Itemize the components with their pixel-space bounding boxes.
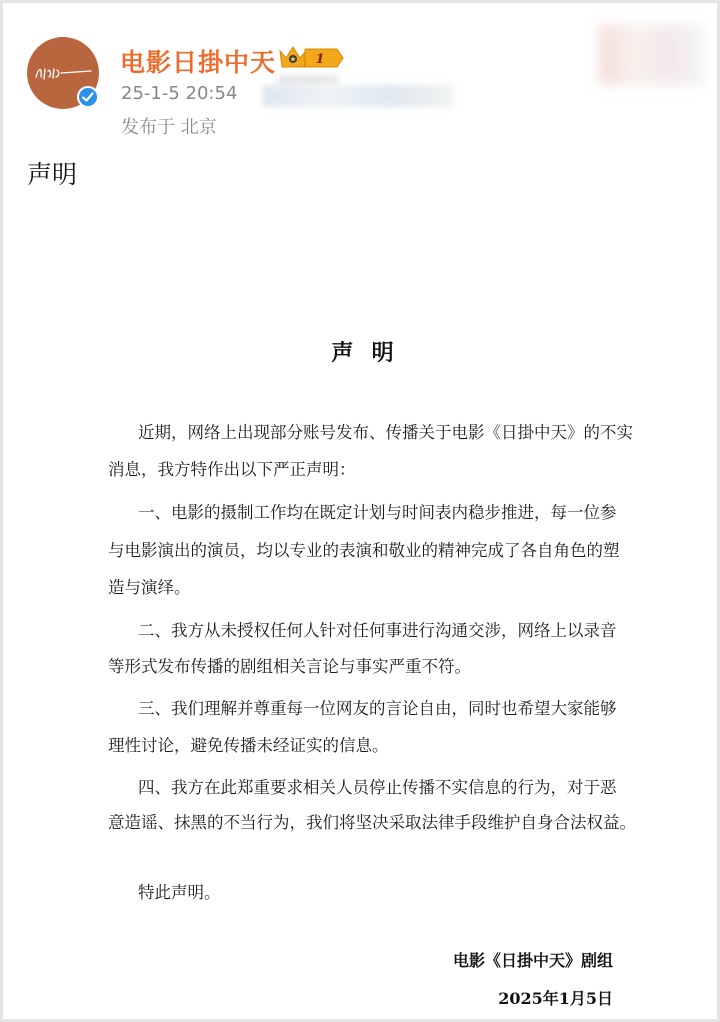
statement-line: 造与演绎。	[108, 578, 191, 597]
statement-line: 二、我方从未授权任何人针对任何事进行沟通交涉，网络上以录音	[138, 621, 617, 640]
statement-line: 近期，网络上出现部分账号发布、传播关于电影《日掛中天》的不实	[138, 423, 633, 442]
statement-line: 与电影演出的演员，均以专业的表演和敬业的精神完成了各自角色的塑	[108, 541, 620, 560]
statement-date: 2025年1月5日	[498, 989, 613, 1008]
post-location: 发布于 北京	[121, 117, 217, 138]
statement-signature: 电影《日掛中天》剧组	[452, 951, 613, 970]
statement-line: 三、我们理解并尊重每一位网友的言论自由，同时也希望大家能够	[138, 699, 617, 718]
statement-line: 四、我方在此郑重要求相关人员停止传播不实信息的行为，对于恶	[138, 778, 617, 797]
statement-line: 特此声明。	[138, 883, 221, 902]
username[interactable]: 电影日掛中天	[120, 48, 277, 77]
redacted-area	[599, 25, 705, 85]
statement-line: 理性讨论，避免传播未经证实的信息。	[108, 736, 389, 755]
statement-line: 一、电影的摄制工作均在既定计划与时间表内稳步推进，每一位参	[138, 503, 617, 522]
avatar-signature-icon	[33, 63, 93, 83]
statement-line: 意造谣、抹黑的不当行为，我们将坚决采取法律手段维护自身合法权益。	[108, 813, 636, 832]
vip-level-number: 1	[315, 52, 325, 67]
statement-line: 消息，我方特作出以下严正声明：	[108, 460, 356, 479]
post-title: 声明	[27, 160, 78, 189]
vip-level-badge[interactable]	[303, 47, 345, 69]
post-timestamp: 25-1-5 20:54	[121, 83, 238, 104]
verified-badge-icon	[77, 86, 99, 108]
statement-line: 等形式发布传播的剧组相关言论与事实严重不符。	[108, 657, 471, 676]
redacted-area	[278, 75, 338, 85]
redacted-area	[263, 85, 453, 107]
statement-heading: 声 明	[331, 340, 395, 366]
